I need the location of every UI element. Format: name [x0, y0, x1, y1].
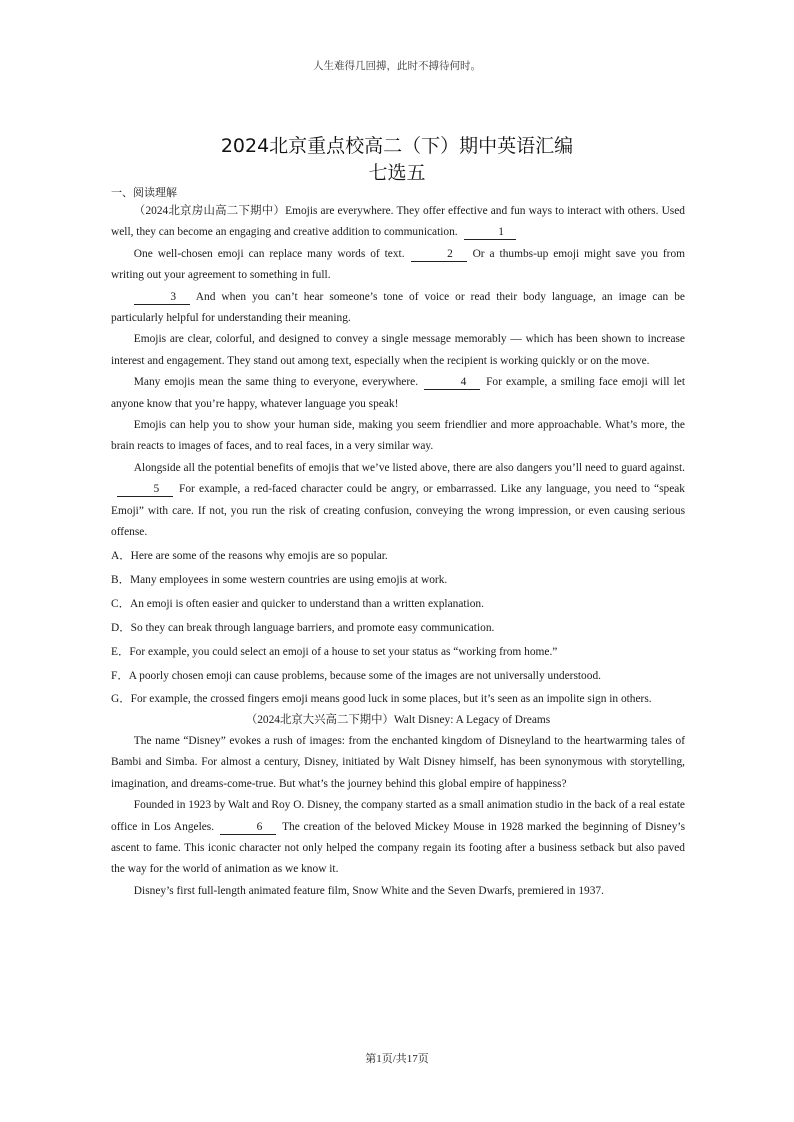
- passage1-paragraph-2: [111, 244, 685, 287]
- passage1-p5-after: For example, a smiling face emoji will let anyone know that you’re happy, whatever language you speak!: [111, 376, 685, 410]
- answer-blank-6: 6: [220, 820, 276, 835]
- option-e: E．For example, you could select an emoji of a house to set your status as “working from home.”: [111, 645, 558, 658]
- answer-blank-5: 5: [117, 482, 173, 497]
- answer-blank-1: 1: [464, 225, 516, 240]
- page-motto: 人生难得几回搏，此时不搏待何时。: [313, 61, 481, 72]
- passage1-p5-text: Many emojis mean the same thing to everyone, everywhere.: [133, 376, 419, 389]
- document-subtitle: 七选五: [368, 162, 426, 184]
- passage2-heading: （2024北京大兴高二下期中）Walt Disney: A Legacy of Dreams: [245, 713, 551, 726]
- option-g: G．For example, the crossed fingers emoji means good luck in some places, but it’s seen as an impolite sign in others.: [111, 692, 652, 705]
- passage2-paragraph-3: Disney’s first full-length animated feature film, Snow White and the Seven Dwarfs, premiered in 1937.: [133, 884, 604, 897]
- option-d: D．So they can break through language barriers, and promote easy communication.: [111, 621, 495, 634]
- answer-blank-2: 2: [411, 247, 467, 262]
- passage1-paragraph-5: [111, 372, 685, 415]
- passage2-paragraph-1: The name “Disney” evokes a rush of images: from the enchanted kingdom of Disneyland to the heartwarming tales of Bambi and Simba. For almost a century, Disney, initiated by Walt Disney himself, has been synonymous with storytelling, imagination, and dreams-come-true. But what’s the journey behind this global empire of happiness?: [111, 734, 685, 790]
- passage1-source: （2024北京房山高二下期中）: [133, 205, 286, 217]
- option-c: C．An emoji is often easier and quicker to understand than a written explanation.: [111, 597, 484, 610]
- document-body: [111, 185, 685, 902]
- passage1-paragraph-4: Emojis are clear, colorful, and designed to convey a single message memorably — which has been shown to increase interest and engagement. They stand out among text, especially when the recipient is working quickly or on the move.: [111, 333, 685, 367]
- passage1-paragraph-1: [111, 201, 685, 244]
- passage1-p7-text: Alongside all the potential benefits of emojis that we’ve listed above, there are also dangers you’ll need to guard against.: [133, 461, 685, 474]
- page-number: 第1页/共17页: [365, 1053, 429, 1065]
- passage1-p1-text: Emojis are everywhere. They offer effective and fun ways to interact with others. Used well, they can become an engaging and creative addition to communication.: [111, 205, 685, 239]
- passage2-paragraph-2: [111, 795, 685, 881]
- answer-blank-4: 4: [424, 375, 480, 390]
- section-heading: 一、阅读理解: [111, 186, 177, 199]
- option-f: F．A poorly chosen emoji can cause problems, because some of the images are not universally understood.: [111, 669, 601, 682]
- answer-blank-3: 3: [134, 290, 190, 305]
- passage1-paragraph-3: [111, 287, 685, 330]
- passage1-paragraph-7: [111, 458, 685, 544]
- passage1-paragraph-6: Emojis can help you to show your human side, making you seem friendlier and more approachable. What’s more, the brain reacts to images of faces, and to real faces, in a very similar way.: [111, 419, 685, 453]
- passage1-p7-after: For example, a red-faced character could be angry, or embarrassed. Like any language, you need to “speak Emoji” with care. If not, you run the risk of creating confusion, conveying the wrong impression, or even causing serious offense.: [111, 483, 685, 539]
- passage1-p2-after: Or a thumbs-up emoji might save you from writing out your agreement to something in full.: [111, 247, 685, 282]
- passage1-p2-text: One well-chosen emoji can replace many words of text.: [133, 247, 405, 260]
- passage1-p3-after: And when you can’t hear someone’s tone of voice or read their body language, an image can be particularly helpful for understanding their meaning.: [111, 290, 685, 325]
- option-a: A．Here are some of the reasons why emojis are so popular.: [111, 549, 388, 562]
- passage2-p2-text: Founded in 1923 by Walt and Roy O. Disney, the company started as a small animation studio in the back of a real estate office in Los Angeles.: [111, 799, 685, 833]
- passage2-p2-after: The creation of the beloved Mickey Mouse in 1928 marked the beginning of Disney’s ascent to fame. This iconic character not only helped the company regain its footing after a business setback but also paved the way for the world of animation as we know it.: [111, 820, 686, 876]
- option-b: B．Many employees in some western countries are using emojis at work.: [111, 573, 448, 586]
- document-title: 2024北京重点校高二（下）期中英语汇编: [220, 135, 574, 157]
